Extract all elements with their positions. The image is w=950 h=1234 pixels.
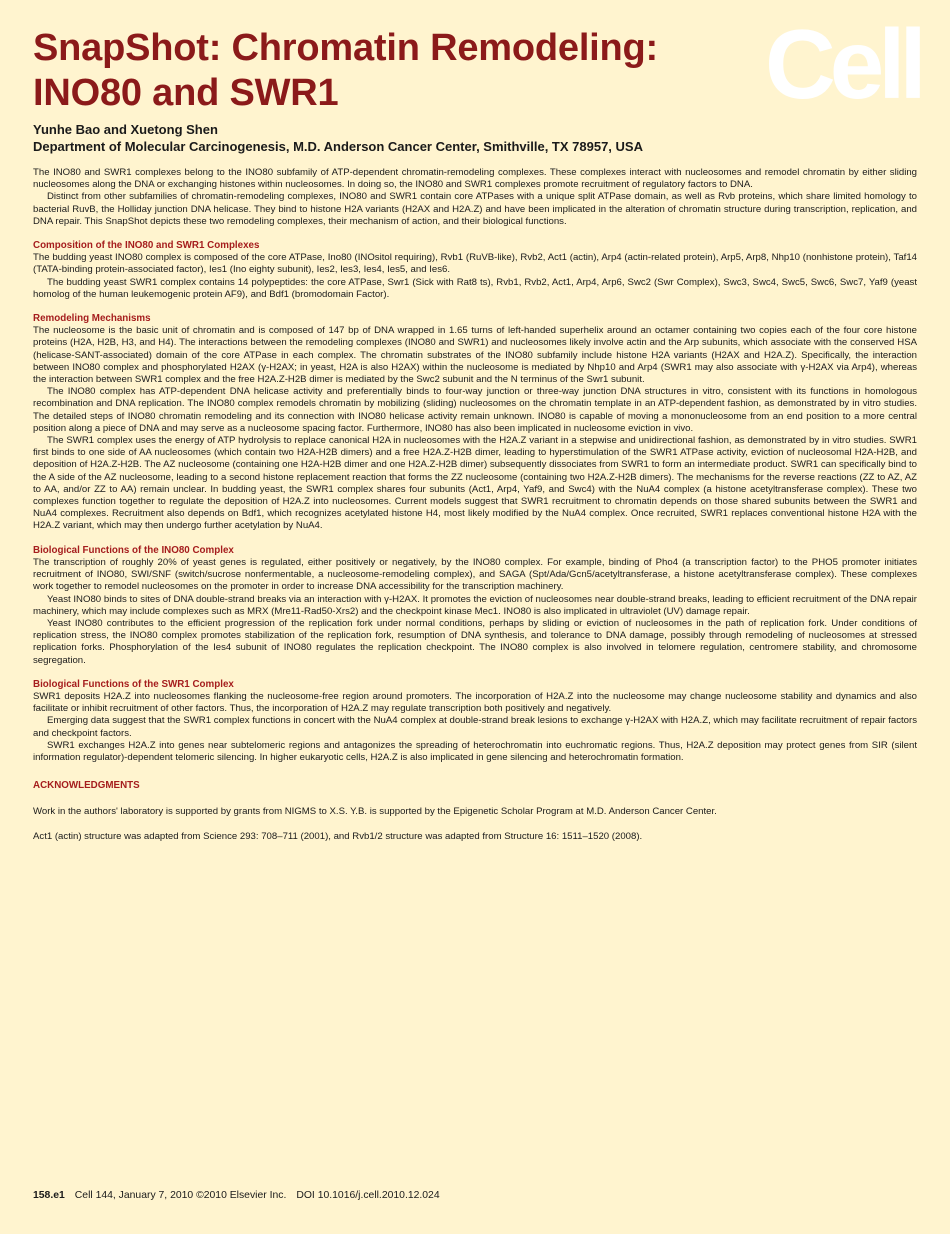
section-paragraph: Yeast INO80 contributes to the efficient progression of the replication fork under normal conditions, perhaps by sliding or eviction of nucleosomes in the path of replication fork. Under conditions of replication stress, the INO80 complex promotes stabilization of the replication fork, resumption of DNA synthesis, and tolerance to DNA damage, possibly through remodeling of nucleosomes at stressed replication forks. Phosphorylation of the Ies4 subunit of INO80 regulates the replication checkpoint. The INO80 complex is also involved in telomere regulation, centromere stability, and chromosome segregation. bbox=[33, 617, 917, 666]
affiliation: Department of Molecular Carcinogenesis, M.D. Anderson Cancer Center, Smithville, TX 78957, USA bbox=[33, 139, 643, 154]
section-heading: Biological Functions of the SWR1 Complex bbox=[33, 678, 234, 690]
section-paragraph: Yeast INO80 binds to sites of DNA double-strand breaks via an interaction with γ-H2AX. It promotes the eviction of nucleosomes near double-strand breaks, leading to efficient recruitment of the DNA repair machinery, which may include complexes such as MRX (Mre11-Rad50-Xrs2) and the checkpoint kinase Mec1. INO80 is also implicated in ultraviolet (UV) damage repair. bbox=[33, 593, 917, 617]
citation: Cell 144, January 7, 2010 ©2010 Elsevier Inc. bbox=[74, 1190, 287, 1201]
section-heading: Composition of the INO80 and SWR1 Complexes bbox=[33, 240, 260, 252]
intro-paragraph: The INO80 and SWR1 complexes belong to the INO80 subfamily of ATP-dependent chromatin-remodeling complexes. These complexes interact with nucleosomes and remodel chromatin by either sliding nucleosomes along the DNA or exchanging histones within nucleosomes. In doing so, the INO80 and SWR1 complexes promote recruitment of regulatory factors to DNA. bbox=[33, 167, 917, 191]
doi: DOI 10.1016/j.cell.2010.12.024 bbox=[296, 1190, 440, 1201]
acknowledgments-heading: ACKNOWLEDGMENTS bbox=[33, 780, 140, 792]
title-line-2: INO80 and SWR1 bbox=[33, 72, 339, 114]
section-paragraph: The SWR1 complex uses the energy of ATP hydrolysis to replace canonical H2A in nucleosomes with the H2A.Z variant in a stepwise and unidirectional fashion, as demonstrated by in vitro studies. SWR1 first binds to one side of AA nucleosomes (which contain two H2A-H2B dimers) and a free H2A.Z-H2B dimer, leading to hyperstimulation of the SWR1 ATPase activity, eviction of nucleosomal H2A-H2B, and deposition of H2A.Z-H2B. The AZ nucleosome (containing one H2A-H2B dimer and one H2A.Z-H2B dimer) subsequently dissociates from SWR1 to form an intermediate product. SWR1 can specifically bind to the A side of the AZ nucleosome, leading to a second histone replacement reaction that forms the ZZ nucleosome (containing two H2A.Z-H2B dimers). The mechanisms for the reverse reactions (ZZ to AZ, AZ to AA, and/or ZZ to AA) remain unclear. In budding yeast, the SWR1 complex shares four subunits (Act1, Arp4, Yaf9, and Swc4) with the NuA4 complex (a histone acetyltransferase complex). These two complexes function together to regulate the deposition of H2A.Z into nucleosomes. Current models suggest that SWR1 recruitment to chromatin depends on those shared subunits between the SWR1 and NuA4 complexes. Recruitment also depends on Bdf1, which recognizes acetylated histone H4, most likely modified by the NuA4 complex. Once recruited, SWR1 replaces conventional histone H2A with the H2A.Z variant, which may then undergo further acetylation by NuA4. bbox=[33, 435, 917, 532]
page-title bbox=[33, 26, 753, 116]
title-line-1: SnapShot: Chromatin Remodeling: bbox=[33, 27, 659, 69]
page-footer bbox=[33, 1189, 440, 1202]
acknowledgments-structure-note: Act1 (actin) structure was adapted from Science 293: 708–711 (2001), and Rvb1/2 structure was adapted from Structure 16: 1511–1520 (2008). bbox=[33, 830, 643, 842]
section-heading: Biological Functions of the INO80 Complex bbox=[33, 544, 234, 556]
section-paragraph: The budding yeast INO80 complex is composed of the core ATPase, Ino80 (INOsitol requiring), Rvb1 (RuVB-like), Rvb2, Act1 (actin), Arp4 (actin-related protein), Arp5, Arp8, Nhp10 (nonhistone protein), Taf14 (TATA-binding protein-associated factor), Ies1 (Ino eighty subunit), Ies2, Ies3, Ies4, Ies5, and Ies6. bbox=[33, 252, 917, 276]
section-paragraph: SWR1 deposits H2A.Z into nucleosomes flanking the nucleosome-free region around promoters. The incorporation of H2A.Z into the nucleosome may change nucleosome stability and dynamics and also facilitate or inhibit recruitment of other factors. Thus, the incorporation of H2A.Z may regulate transcription both positively and negatively. bbox=[33, 690, 917, 715]
section-paragraph: The budding yeast SWR1 complex contains 14 polypeptides: the core ATPase, Swr1 (Sick with Rat8 ts), Rvb1, Rvb2, Act1, Arp4, Arp6, Swc2 (Swr Complex), Swc3, Swc4, Swc5, Swc6, Swc7, Yaf9 (yeast homolog of the human leukemogenic protein AF9), and Bdf1 (bromodomain Factor). bbox=[33, 276, 917, 300]
acknowledgments-funding: Work in the authors' laboratory is supported by grants from NIGMS to X.S. Y.B. is supported by the Epigenetic Scholar Program at M.D. Anderson Cancer Center. bbox=[33, 806, 717, 818]
article-body bbox=[33, 167, 917, 843]
section-paragraph: Emerging data suggest that the SWR1 complex functions in concert with the NuA4 complex at double-strand break lesions to exchange γ-H2AX with H2A.Z, which may facilitate recruitment of repair factors and checkpoint factors. bbox=[33, 715, 917, 739]
section-paragraph: The nucleosome is the basic unit of chromatin and is composed of 147 bp of DNA wrapped in 1.65 turns of left-handed superhelix around an octamer containing two copies each of the four core histone proteins (H2A, H2B, H3, and H4). The interactions between the remodeling complexes (INO80 and SWR1) and nucleosomes likely involve actin and the Arp subunits, which associate with the conserved HSA (helicase-SANT-associated) domain of the core ATPase in each complex. The chromatin substrates of the INO80 subfamily include histone H2A variants (H2AX and H2A.Z). Specifically, the interaction between INO80 complex and phosphorylated H2AX (γ-H2AX; in yeast, H2A is also H2AX) within the nucleosome is mediated by Nhp10 and Arp4 (SWR1 may also associate with γ-H2AX via Arp4), whereas the interaction between SWR1 complex and the free H2A.Z-H2B dimer is mediated by the Swc2 subunit and the N terminus of the Swr1 subunit. bbox=[33, 325, 917, 386]
page-number: 158.e1 bbox=[33, 1190, 65, 1201]
intro-paragraph: Distinct from other subfamilies of chromatin-remodeling complexes, INO80 and SWR1 contain core ATPases with a unique split ATPase domain, as well as Rvb proteins, which share limited homology to bacterial RuvB, the Holliday junction DNA helicase. They bind to histone H2A variants (H2AX and H2A.Z) and have been implicated in the alteration of chromatin structure during transcription, replication, and DNA repair. This SnapShot depicts these two remodeling complexes, their mechanism of action, and their biological functions. bbox=[33, 191, 917, 227]
section-heading: Remodeling Mechanisms bbox=[33, 313, 151, 325]
author-block bbox=[33, 121, 643, 155]
section-paragraph: The INO80 complex has ATP-dependent DNA helicase activity and preferentially binds to four-way junction or three-way junction DNA structures in vitro, consistent with its functions in homologous recombination and DNA replication. The INO80 complex remodels chromatin by mobilizing (sliding) nucleosomes on the chromatin template in an ATP-dependent fashion, as demonstrated by in vitro studies. The detailed steps of INO80 chromatin remodeling and its connection with INO80 helicase activity remain unknown. INO80 is capable of moving a mononucleosome from an end position to a more central position along a piece of DNA and may serve as a nucleosome spacing factor. Furthermore, INO80 has also been implicated in nucleosome eviction in vivo. bbox=[33, 386, 917, 434]
journal-logo: Cell bbox=[765, 9, 921, 119]
section-paragraph: SWR1 exchanges H2A.Z into genes near subtelomeric regions and antagonizes the spreading of heterochromatin into euchromatic regions. Thus, H2A.Z deposition may protect genes from SIR (silent information regulator)-dependent telomeric silencing. In higher eukaryotic cells, H2A.Z is also implicated in gene silencing and heterochromatin formation. bbox=[33, 739, 917, 763]
section-paragraph: The transcription of roughly 20% of yeast genes is regulated, either positively or negatively, by the INO80 complex. For example, binding of Pho4 (a transcription factor) to the PHO5 promoter initiates recruitment of INO80, SWI/SNF (switch/sucrose nonfermentable, a nucleosome-remodeling complex), and SAGA (Spt/Ada/Gcn5/acetyltransferase, a histone acetyltransferase complex). These complexes work together to remodel nucleosomes on the promoter in order to increase DNA accessibility for the transcription machinery. bbox=[33, 556, 917, 593]
authors: Yunhe Bao and Xuetong Shen bbox=[33, 122, 218, 137]
